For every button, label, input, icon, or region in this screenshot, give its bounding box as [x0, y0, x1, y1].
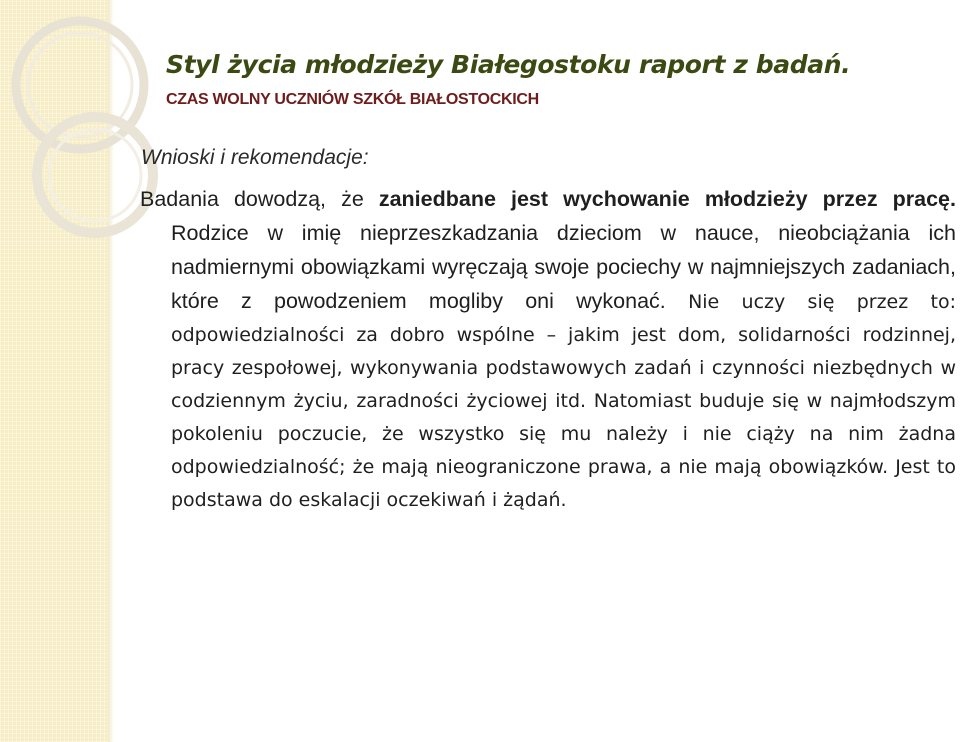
- section-label: Wnioski i rekomendacje:: [141, 146, 369, 169]
- paragraph-emphasis: zaniedbane jest wychowanie młodzieży przez pracę.: [378, 187, 956, 211]
- page-subtitle: CZAS WOLNY UCZNIÓW SZKÓŁ BIAŁOSTOCKICH: [166, 91, 539, 108]
- paragraph-part-3: Nie uczy się przez to: odpowiedzialności za dobro wspólne – jakim jest dom, solidarności rodzinnej, pracy zespołowej, wykonywania podstawowych zadań i czynności niezbędnych w codziennym życiu, zaradności życiowej itd. Natomiast buduje się w najmłodszym pokoleniu poczucie, że wszystko się mu należy i nie ciąży na nim żadna odpowiedzialność; że mają nieograniczone prawa, a nie mają obowiązków. Jest to podstawa do eskalacji oczekiwań i żądań.: [171, 291, 956, 511]
- paragraph-part-2: Rodzice w imię nieprzeszkadzania dzieciom w nauce, nieobciążania ich nadmiernymi obowiązkami wyręczają swoje pociechy w najmniejszych zadaniach, które z powodzeniem mogliby oni wykonać.: [171, 221, 956, 313]
- page-title: Styl życia młodzieży Białegostoku raport z badań.: [166, 50, 851, 79]
- paragraph-lead: Badania dowodzą, że: [140, 187, 379, 211]
- body-paragraph: [140, 183, 956, 517]
